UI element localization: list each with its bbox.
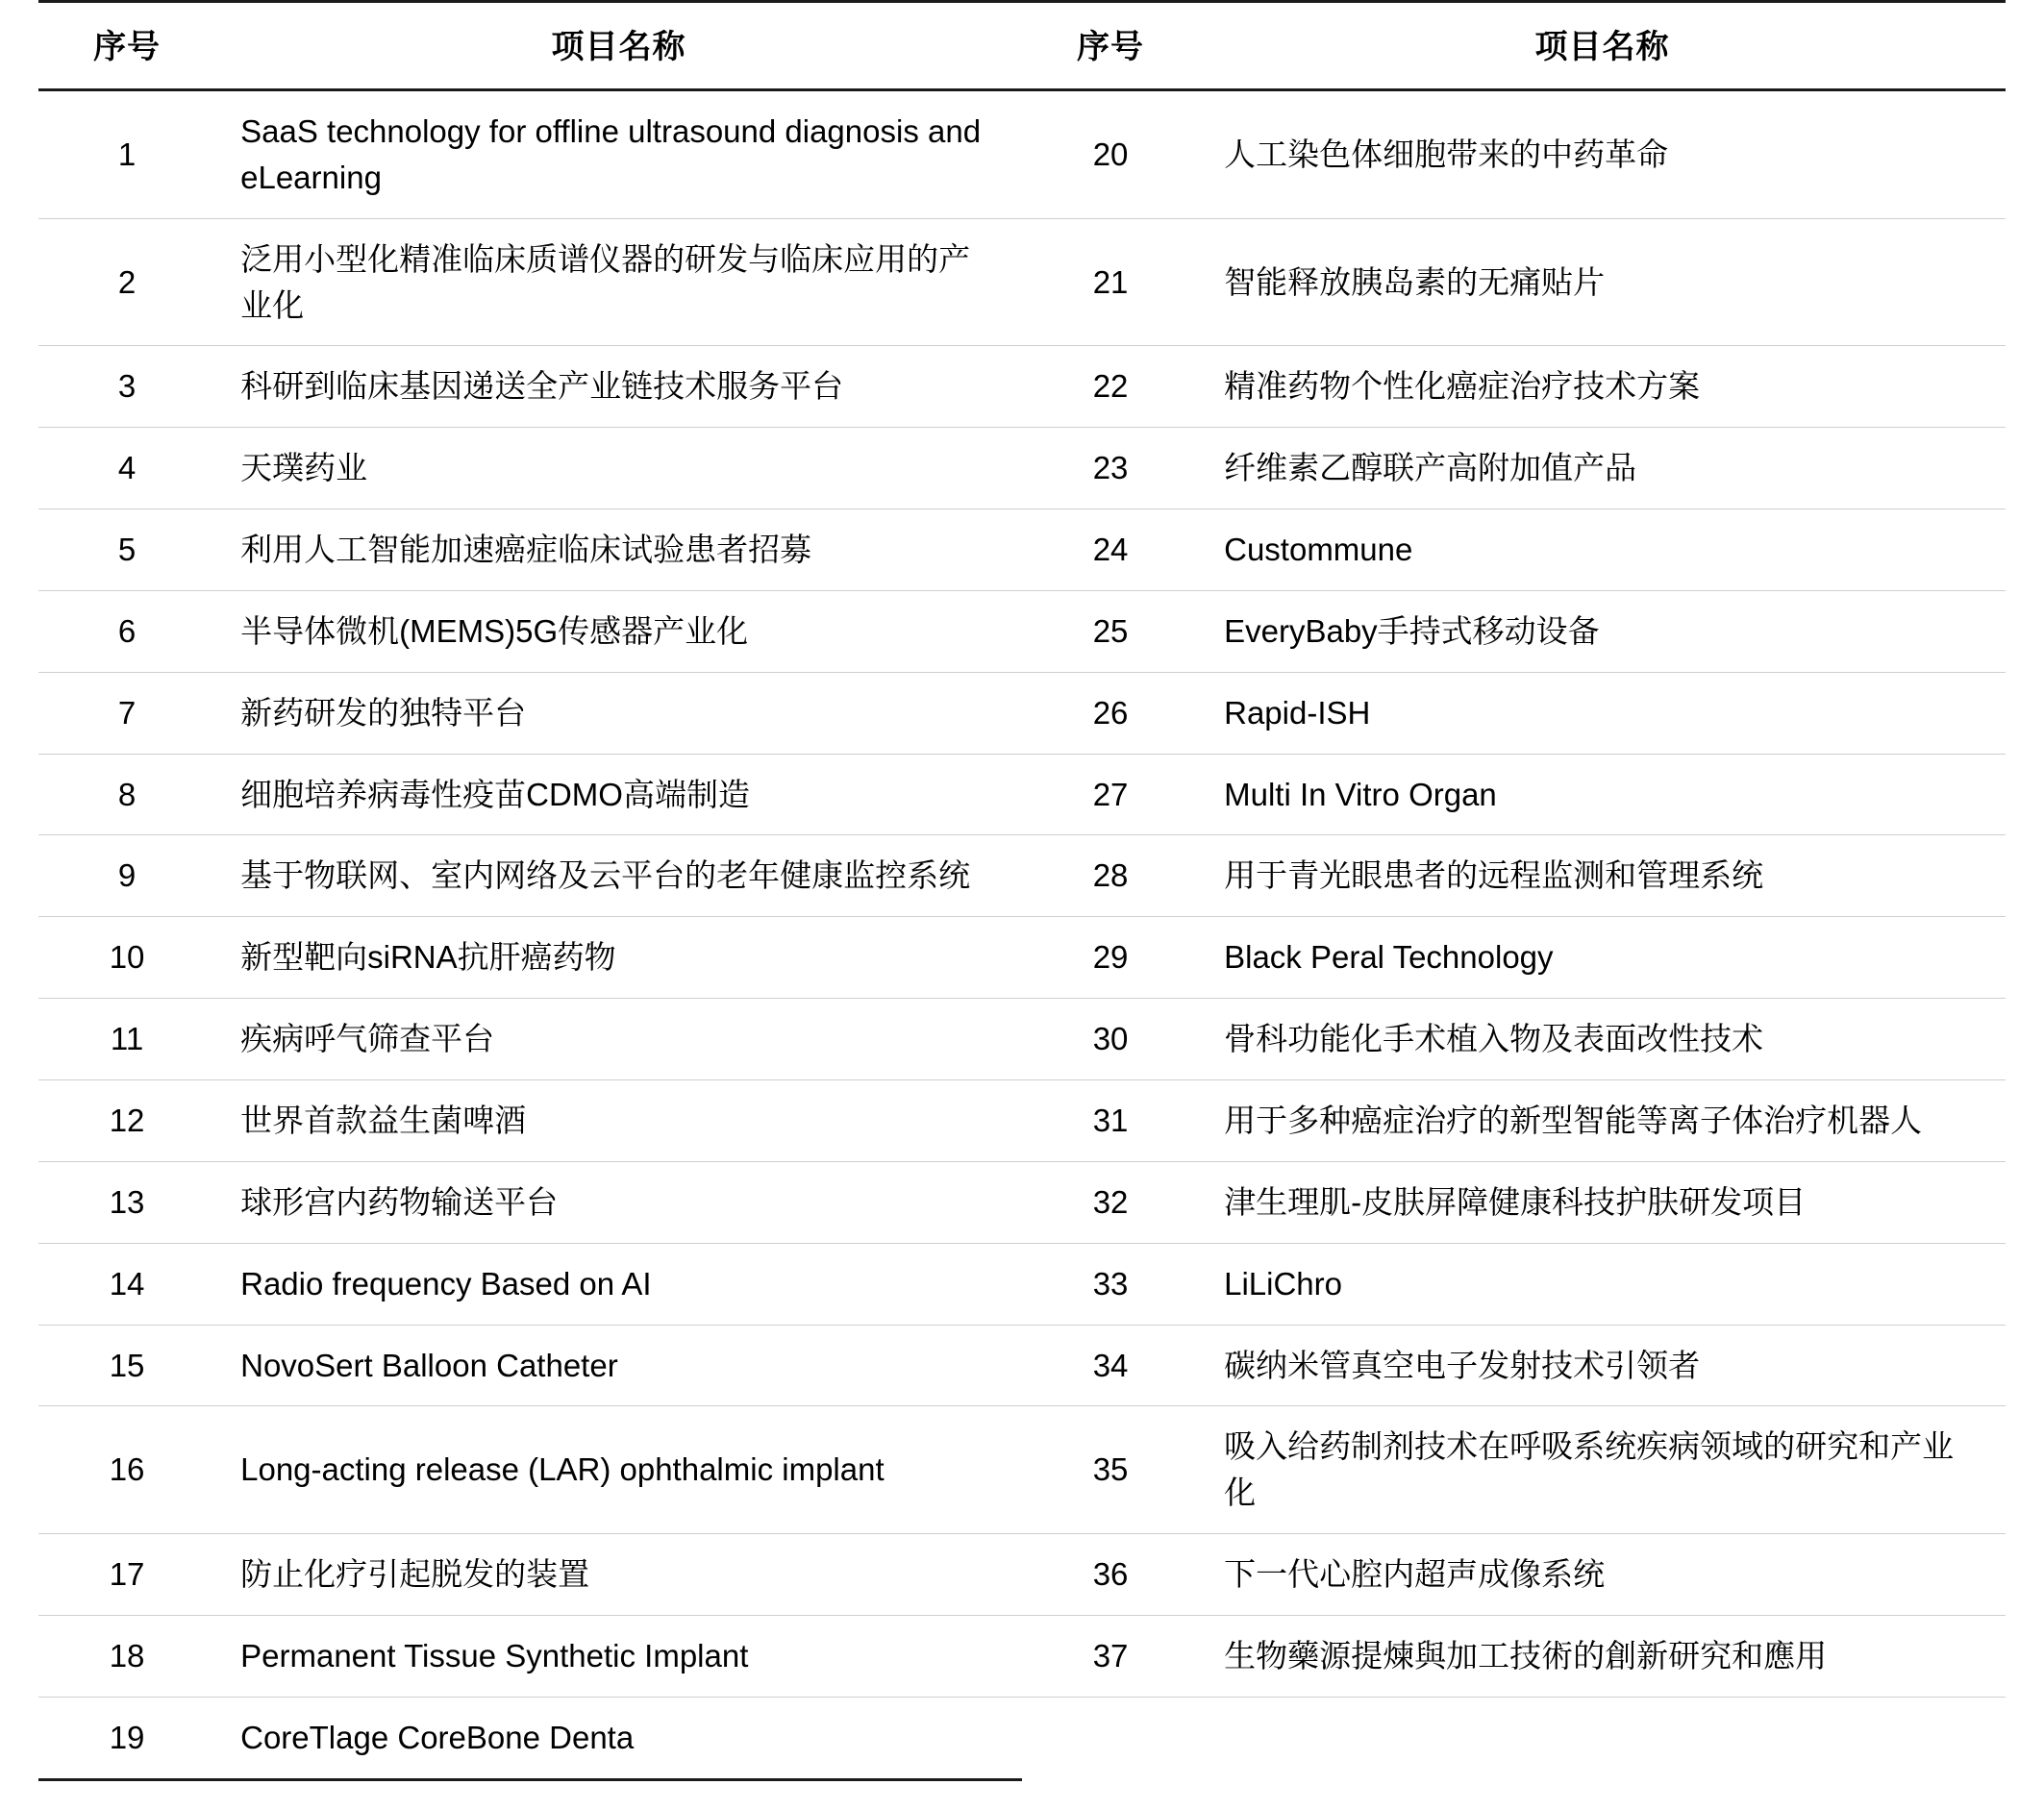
project-name-left: SaaS technology for offline ultrasound diagnosis and eLearning	[215, 90, 1022, 219]
table-row	[38, 218, 2006, 346]
project-name-right	[1199, 1697, 2006, 1779]
row-number-left: 9	[38, 835, 215, 917]
table-row	[38, 999, 2006, 1080]
bottom-spacer	[38, 1781, 2006, 1810]
project-name-left: 世界首款益生菌啤酒	[215, 1079, 1022, 1161]
project-name-right: 津生理肌-皮肤屏障健康科技护肤研发项目	[1199, 1161, 2006, 1243]
table-header-row	[38, 2, 2006, 90]
row-number-left: 7	[38, 672, 215, 754]
table-body	[38, 90, 2006, 1780]
table-row	[38, 509, 2006, 591]
project-list-table	[38, 0, 2006, 1781]
row-number-left: 18	[38, 1615, 215, 1697]
column-header-num-left: 序号	[38, 2, 215, 90]
table-row	[38, 1697, 2006, 1779]
row-number-left: 1	[38, 90, 215, 219]
column-header-num-right: 序号	[1022, 2, 1199, 90]
row-number-left: 8	[38, 754, 215, 835]
row-number-right	[1022, 1697, 1199, 1779]
project-name-left: 细胞培养病毒性疫苗CDMO高端制造	[215, 754, 1022, 835]
project-name-right: 精准药物个性化癌症治疗技术方案	[1199, 346, 2006, 428]
project-name-left: 疾病呼气筛查平台	[215, 999, 1022, 1080]
table-row	[38, 1243, 2006, 1325]
project-name-left: 防止化疗引起脱发的装置	[215, 1534, 1022, 1616]
row-number-left: 15	[38, 1325, 215, 1406]
row-number-right: 28	[1022, 835, 1199, 917]
project-name-right: 人工染色体细胞带来的中药革命	[1199, 90, 2006, 219]
row-number-right: 27	[1022, 754, 1199, 835]
row-number-left: 17	[38, 1534, 215, 1616]
column-header-name-right: 项目名称	[1199, 2, 2006, 90]
row-number-left: 10	[38, 917, 215, 999]
row-number-right: 25	[1022, 590, 1199, 672]
table-row	[38, 1406, 2006, 1534]
table-row	[38, 1534, 2006, 1616]
project-name-right: 用于青光眼患者的远程监测和管理系统	[1199, 835, 2006, 917]
row-number-left: 14	[38, 1243, 215, 1325]
row-number-right: 21	[1022, 218, 1199, 346]
row-number-left: 12	[38, 1079, 215, 1161]
row-number-right: 26	[1022, 672, 1199, 754]
project-name-right: Black Peral Technology	[1199, 917, 2006, 999]
project-name-right: 下一代心腔内超声成像系统	[1199, 1534, 2006, 1616]
project-name-left: 科研到临床基因递送全产业链技术服务平台	[215, 346, 1022, 428]
table-row	[38, 590, 2006, 672]
project-name-right: Custommune	[1199, 509, 2006, 591]
row-number-right: 31	[1022, 1079, 1199, 1161]
table-row	[38, 1615, 2006, 1697]
project-name-left: 泛用小型化精准临床质谱仪器的研发与临床应用的产业化	[215, 218, 1022, 346]
project-name-right: 吸入给药制剂技术在呼吸系统疾病领域的研究和产业化	[1199, 1406, 2006, 1534]
table-row	[38, 90, 2006, 219]
project-name-right: LiLiChro	[1199, 1243, 2006, 1325]
table-header	[38, 2, 2006, 90]
row-number-left: 5	[38, 509, 215, 591]
row-number-right: 22	[1022, 346, 1199, 428]
table-row	[38, 835, 2006, 917]
project-name-right: 生物藥源提煉與加工技術的創新研究和應用	[1199, 1615, 2006, 1697]
project-name-left: 球形宫内药物输送平台	[215, 1161, 1022, 1243]
project-name-left: 天璞药业	[215, 428, 1022, 509]
row-number-right: 30	[1022, 999, 1199, 1080]
row-number-right: 24	[1022, 509, 1199, 591]
project-name-right: Multi In Vitro Organ	[1199, 754, 2006, 835]
row-number-left: 6	[38, 590, 215, 672]
row-number-left: 11	[38, 999, 215, 1080]
table-row	[38, 917, 2006, 999]
column-header-name-left: 项目名称	[215, 2, 1022, 90]
row-number-right: 37	[1022, 1615, 1199, 1697]
row-number-right: 29	[1022, 917, 1199, 999]
project-name-left: NovoSert Balloon Catheter	[215, 1325, 1022, 1406]
table-row	[38, 428, 2006, 509]
project-name-left: 新型靶向siRNA抗肝癌药物	[215, 917, 1022, 999]
table-row	[38, 1325, 2006, 1406]
row-number-right: 35	[1022, 1406, 1199, 1534]
project-name-left: 新药研发的独特平台	[215, 672, 1022, 754]
table-row	[38, 1161, 2006, 1243]
project-name-left: 利用人工智能加速癌症临床试验患者招募	[215, 509, 1022, 591]
row-number-left: 16	[38, 1406, 215, 1534]
table-row	[38, 346, 2006, 428]
project-name-right: 碳纳米管真空电子发射技术引领者	[1199, 1325, 2006, 1406]
row-number-right: 32	[1022, 1161, 1199, 1243]
row-number-right: 36	[1022, 1534, 1199, 1616]
row-number-right: 23	[1022, 428, 1199, 509]
row-number-left: 13	[38, 1161, 215, 1243]
project-name-left: Permanent Tissue Synthetic Implant	[215, 1615, 1022, 1697]
project-name-left: 基于物联网、室内网络及云平台的老年健康监控系统	[215, 835, 1022, 917]
project-name-right: 纤维素乙醇联产高附加值产品	[1199, 428, 2006, 509]
table-row	[38, 754, 2006, 835]
project-name-right: EveryBaby手持式移动设备	[1199, 590, 2006, 672]
row-number-left: 2	[38, 218, 215, 346]
row-number-left: 4	[38, 428, 215, 509]
project-name-right: 用于多种癌症治疗的新型智能等离子体治疗机器人	[1199, 1079, 2006, 1161]
row-number-right: 33	[1022, 1243, 1199, 1325]
project-name-left: 半导体微机(MEMS)5G传感器产业化	[215, 590, 1022, 672]
table-row	[38, 1079, 2006, 1161]
project-name-right: Rapid-ISH	[1199, 672, 2006, 754]
row-number-left: 19	[38, 1697, 215, 1779]
project-name-left: Radio frequency Based on AI	[215, 1243, 1022, 1325]
project-name-right: 智能释放胰岛素的无痛贴片	[1199, 218, 2006, 346]
row-number-left: 3	[38, 346, 215, 428]
project-name-left: Long-acting release (LAR) ophthalmic implant	[215, 1406, 1022, 1534]
project-name-left: CoreTlage CoreBone Denta	[215, 1697, 1022, 1779]
row-number-right: 34	[1022, 1325, 1199, 1406]
project-name-right: 骨科功能化手术植入物及表面改性技术	[1199, 999, 2006, 1080]
table-row	[38, 672, 2006, 754]
row-number-right: 20	[1022, 90, 1199, 219]
